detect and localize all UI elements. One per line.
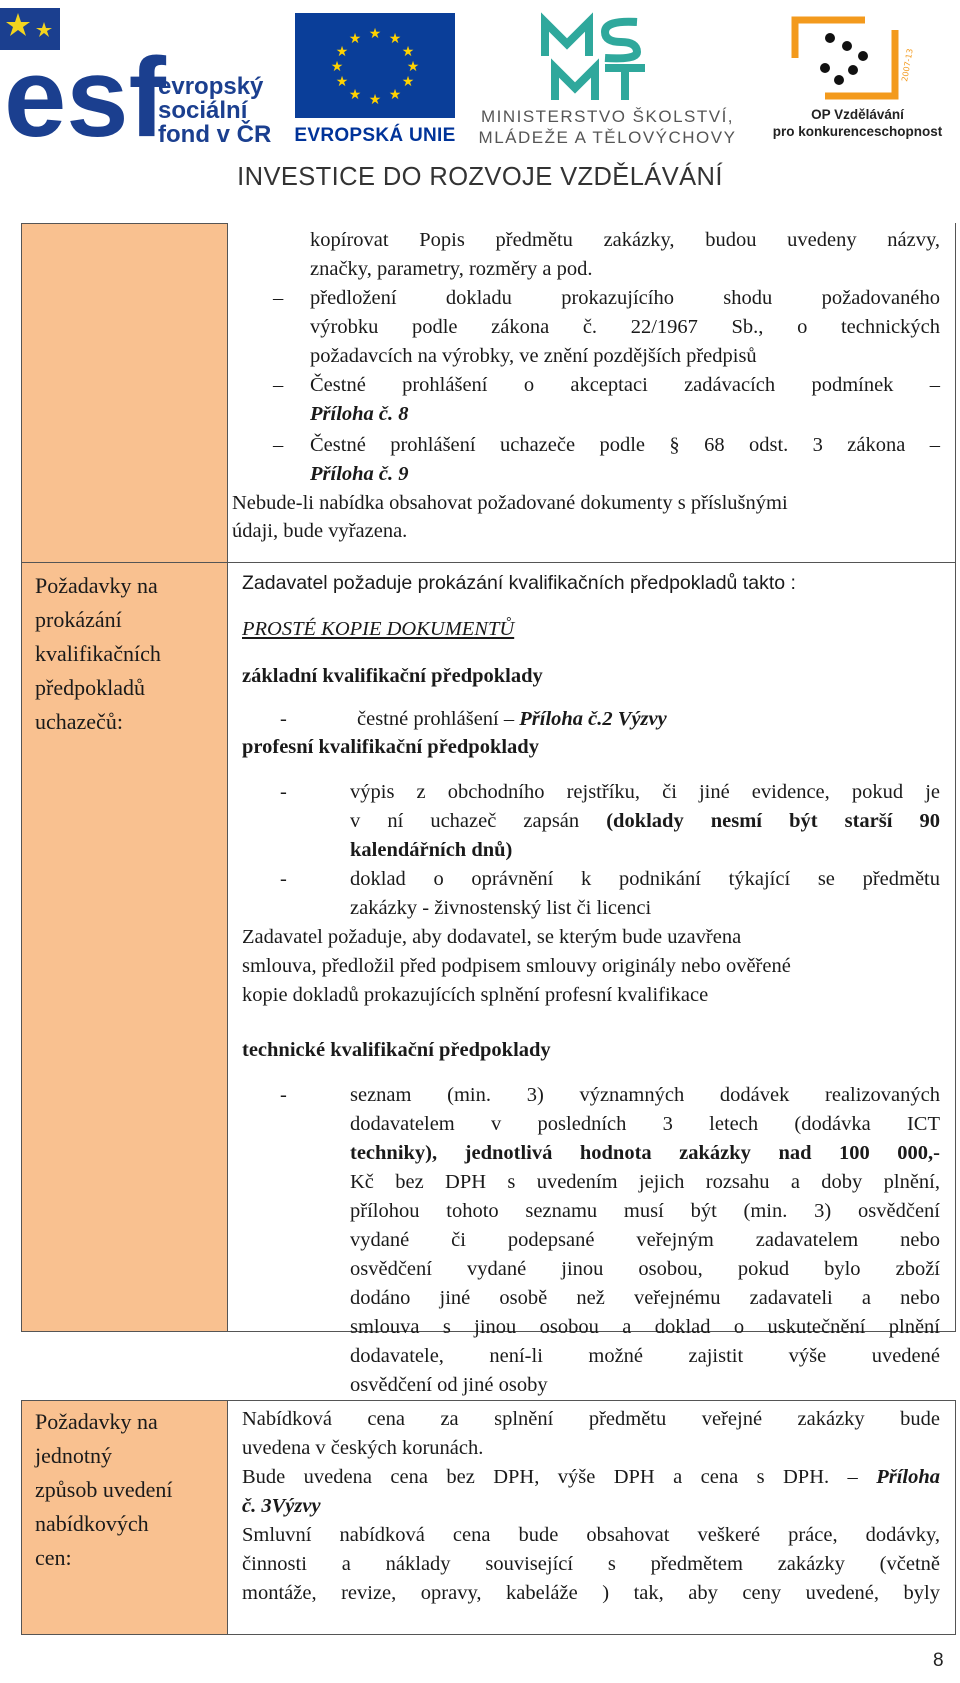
r3-c7: montáže, revize, opravy, kabeláže ) tak, aby ceny uvedené, byly (242, 1582, 940, 1604)
r2-zakladni-item: čestné prohlášení (357, 708, 499, 730)
r2-t6: vydané či podepsané veřejným zadavatelem nebo (350, 1229, 940, 1251)
r1-line-8: Čestné prohlášení uchazeče podle § 68 odst. 3 zákona – (310, 434, 940, 456)
msmt-line-2: MLÁDEŽE A TĚLOVÝCHOVY (478, 128, 737, 147)
row2-label-cell (21, 563, 228, 1332)
op-years: 2007-13 (900, 47, 915, 83)
r2-label-1: Požadavky na (35, 573, 158, 598)
r2-t11: osvědčení od jiné osoby (350, 1374, 548, 1396)
row1-label-cell (21, 223, 228, 563)
r3-c3-wrap (242, 1463, 940, 1492)
r2-p1b-wrap (350, 807, 940, 836)
r2-p2b: zakázky - živnostenský list či licenci (350, 897, 652, 919)
r2-t3: techniky), jednotlivá hodnota zakázky nad 100 000,- (350, 1142, 940, 1164)
page-number: 8 (933, 1650, 944, 1671)
r3-c4: č. 3Výzvy (242, 1495, 321, 1517)
row2-content-cell (228, 563, 956, 1338)
r2-t8: dodáno jiné osobě než veřejnému zadavateli a nebo (350, 1287, 940, 1309)
r2-profesni: profesní kvalifikační předpoklady (242, 736, 539, 758)
r2-note-3: kopie dokladů prokazujících splnění profesní kvalifikace (242, 984, 709, 1006)
r2-t9: smlouva s jinou osobou a doklad o uskutečnění plnění (350, 1316, 940, 1338)
r3-c3: Bude uvedena cena bez DPH, výše DPH a cena s DPH. – (242, 1466, 858, 1488)
r3-c5: Smluvní nabídková cena bude obsahovat veškeré práce, dodávky, (242, 1524, 940, 1546)
r1-dash-2: – (273, 374, 284, 396)
r2-zakladni-item-wrap: čestné prohlášení – Příloha č.2 Výzvy (357, 708, 667, 730)
r1-line-6: Čestné prohlášení o akceptaci zadávacích podmínek – (310, 374, 940, 396)
svg-text:★: ★ (368, 92, 382, 108)
r3-c3-ref: Příloha (876, 1466, 941, 1488)
r2-label-3: kvalifikačních (35, 641, 161, 666)
msmt-logo (465, 8, 745, 148)
svg-text:★: ★ (368, 26, 382, 42)
r1-line-3: předložení dokladu prokazujícího shodu požadovaného (310, 287, 940, 309)
requirements-table (21, 223, 956, 1635)
r2-dash-2: - (280, 781, 287, 803)
svg-text:★: ★ (401, 74, 415, 90)
r1-line-4: výrobku podle zákona č. 22/1967 Sb., o technických (310, 316, 940, 338)
svg-text:★: ★ (388, 31, 402, 47)
r2-t7: osvědčení vydané jinou osobou, pokud bylo zboží (350, 1258, 940, 1280)
r2-label-4: předpokladů (35, 675, 145, 700)
r1-dash-3: – (273, 434, 284, 456)
r2-p1c: kalendářních dnů) (350, 839, 513, 861)
esf-line-3: fond v ČR (158, 121, 272, 148)
r2-dash-4: - (280, 1084, 287, 1106)
r2-p1b: v ní uchazeč zapsán (350, 810, 580, 832)
r2-technicke: technické kvalifikační předpoklady (242, 1039, 551, 1061)
r3-label-4: nabídkových (35, 1511, 149, 1536)
r3-label-2: jednotný (35, 1443, 112, 1468)
r3-c2: uvedena v českých korunách. (242, 1437, 484, 1459)
r1-line-7: Příloha č. 8 (310, 403, 409, 425)
op-logo (755, 8, 960, 148)
r2-zakladni: základní kvalifikační předpoklady (242, 665, 543, 687)
msmt-line-1: MINISTERSTVO ŠKOLSTVÍ, (480, 107, 735, 126)
r1-line-10: Nebude-li nabídka obsahovat požadované dokumenty s příslušnými (232, 492, 788, 514)
r2-note-2: smlouva, předložil před podpisem smlouvy originály nebo ověřené (242, 955, 791, 977)
esf-line-2: sociální (158, 97, 248, 124)
r2-t1: seznam (min. 3) významných dodávek realizovaných (350, 1084, 940, 1106)
r2-note-1: Zadavatel požaduje, aby dodavatel, se kterým bude uzavřena (242, 926, 742, 948)
svg-text:★: ★ (335, 74, 349, 90)
row1-content-cell (228, 223, 956, 563)
r1-line-9: Příloha č. 9 (310, 463, 409, 485)
r3-c6: činnosti a náklady související s předmětem zakázky (včetně (242, 1553, 940, 1575)
r2-t2: dodavatelem v posledních 3 letech (dodávka ICT (350, 1113, 940, 1135)
svg-text:★: ★ (388, 87, 402, 103)
r2-zakladni-ref: Příloha č.2 Výzvy (519, 708, 667, 730)
r2-p1b-bold: (doklady nesmí být starší 90 (606, 810, 940, 832)
r3-c1: Nabídková cena za splnění předmětu veřejné zakázky bude (242, 1408, 940, 1430)
r2-p1a: výpis z obchodního rejstříku, či jiné evidence, pokud je (350, 781, 940, 803)
svg-text:★: ★ (401, 44, 415, 60)
r2-t4: Kč bez DPH s uvedením jejich rozsahu a doby plnění, (350, 1171, 940, 1193)
svg-text:esf: esf (4, 35, 166, 148)
r2-dash-1: - (280, 708, 287, 730)
svg-text:★: ★ (335, 44, 349, 60)
r1-line-2: značky, parametry, rozměry a pod. (310, 258, 593, 280)
row3-label-cell (21, 1400, 228, 1635)
op-line-1: OP Vzdělávání (811, 107, 904, 122)
r2-intro: Zadavatel požaduje prokázání kvalifikačních předpokladů takto : (242, 572, 796, 594)
r3-label-1: Požadavky na (35, 1409, 158, 1434)
r2-dash-3: - (280, 868, 287, 890)
r2-label-2: prokázání (35, 607, 122, 632)
r1-dash-1: – (273, 287, 284, 309)
r1-line-1: kopírovat Popis předmětu zakázky, budou uvedeny názvy, (310, 229, 940, 251)
r3-label-5: cen: (35, 1545, 72, 1570)
svg-text:★: ★ (406, 59, 420, 75)
svg-text:★: ★ (348, 87, 362, 103)
row3-content-cell (228, 1400, 956, 1635)
svg-text:★: ★ (330, 59, 344, 75)
investice-banner: INVESTICE DO ROZVOJE VZDĚLÁVÁNÍ (237, 163, 723, 191)
r2-t10: dodavatele, není-li možné zajistit výše uvedené (350, 1345, 940, 1367)
r3-label-3: způsob uvedení (35, 1477, 173, 1502)
r1-line-5: požadavcích na výrobky, ve znění pozdějších předpisů (310, 345, 757, 367)
op-line-2: pro konkurenceschopnost (772, 124, 943, 139)
msmt-emblem-icon (465, 8, 750, 104)
r2-t5: přílohou tohoto seznamu musí být (min. 3) osvědčení (350, 1200, 940, 1222)
r2-p2a: doklad o oprávnění k podnikání týkající se předmětu (350, 868, 940, 890)
eu-label: EVROPSKÁ UNIE (294, 125, 456, 146)
r1-line-11: údaji, bude vyřazena. (232, 520, 408, 542)
eu-flag-icon (290, 8, 460, 118)
esf-logo (0, 8, 290, 148)
op-emblem-icon (755, 8, 960, 104)
svg-text:★: ★ (348, 31, 362, 47)
eu-logo (290, 8, 460, 148)
r2-label-5: uchazečů: (35, 709, 123, 734)
esf-line-1: evropský (158, 73, 264, 100)
r2-heading: PROSTÉ KOPIE DOKUMENTŮ (242, 618, 515, 640)
